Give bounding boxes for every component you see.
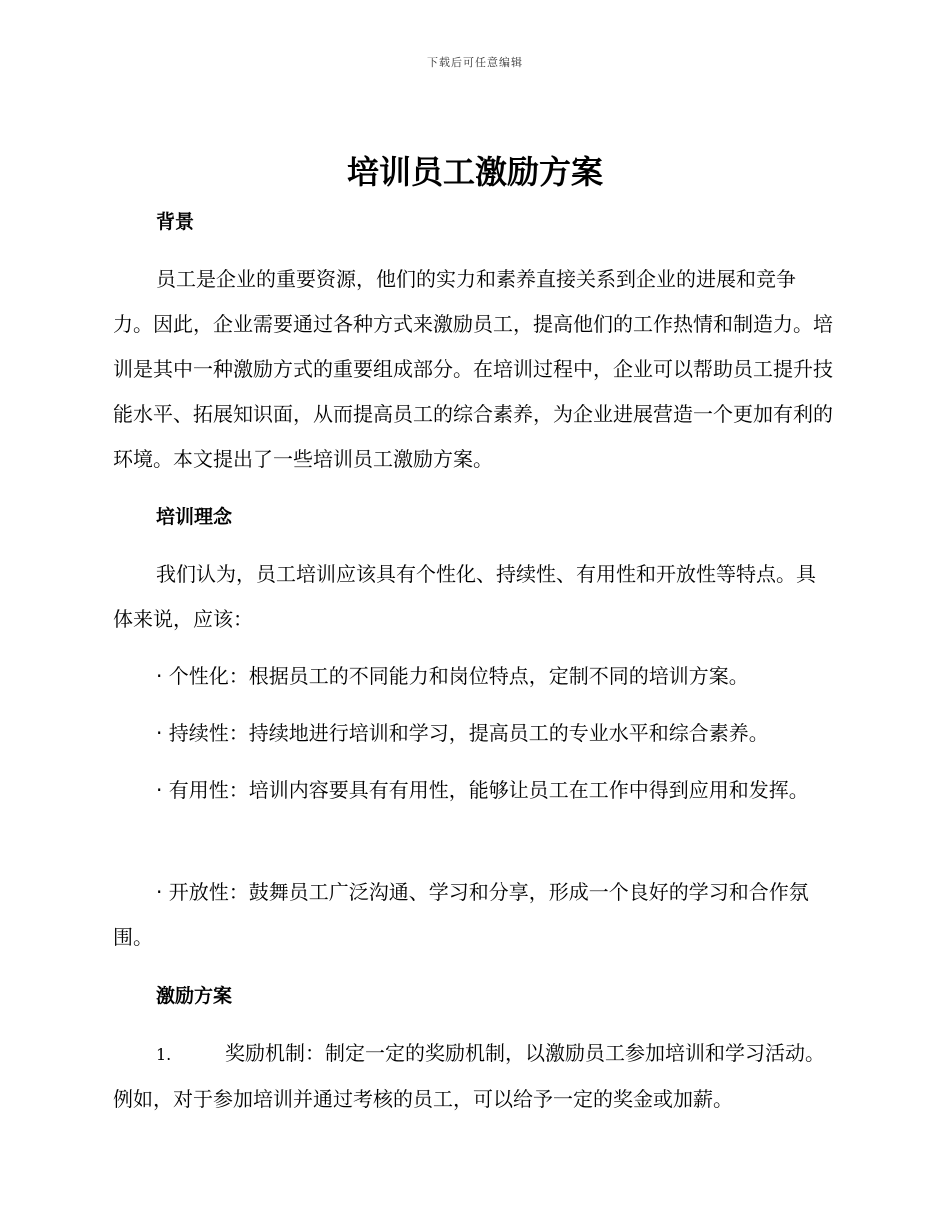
numbered-item-number: 1. — [156, 1045, 172, 1064]
section-heading-incentives: 激励方案 — [156, 985, 233, 1007]
philosophy-intro-paragraph: 我们认为，员工培训应该具有个性化、持续性、有用性和开放性等特点。具体来说，应该： — [113, 562, 816, 631]
bullet-item-personalized: · 个性化：根据员工的不同能力和岗位特点，定制不同的培训方案。 — [156, 664, 749, 688]
numbered-item-reward-mechanism — [113, 1031, 835, 1122]
bullet-item-continuous: · 持续性：持续地进行培训和学习，提高员工的专业水平和综合素养。 — [156, 721, 769, 745]
bullet-item-open: · 开放性：鼓舞员工广泛沟通、学习和分享，形成一个良好的学习和合作氛围。 — [113, 880, 809, 949]
document-title: 培训员工激励方案 — [346, 153, 603, 191]
page-header-note: 下载后可任意编辑 — [427, 56, 523, 69]
background-paragraph: 员工是企业的重要资源，他们的实力和素养直接关系到企业的进展和竞争力。因此，企业需要通过各种方式来激励员工，提高他们的工作热情和制造力。培训是其中一种激励方式的重要组成部分。在培训过程中，企业可以帮助员工提升技能水平、拓展知识面，从而提高员工的综合素养，为企业进展营造一个更加有利的环境。本文提出了一些培训员工激励方案。 — [113, 267, 833, 471]
section-heading-philosophy: 培训理念 — [156, 506, 233, 528]
numbered-item-text: 奖励机制：制定一定的奖励机制，以激励员工参加培训和学习活动。例如，对于参加培训并通过考核的员工，可以给予一定的奖金或加薪。 — [113, 1041, 825, 1111]
bullet-item-practical: · 有用性：培训内容要具有有用性，能够让员工在工作中得到应用和发挥。 — [156, 778, 809, 802]
section-heading-background: 背景 — [156, 211, 195, 233]
